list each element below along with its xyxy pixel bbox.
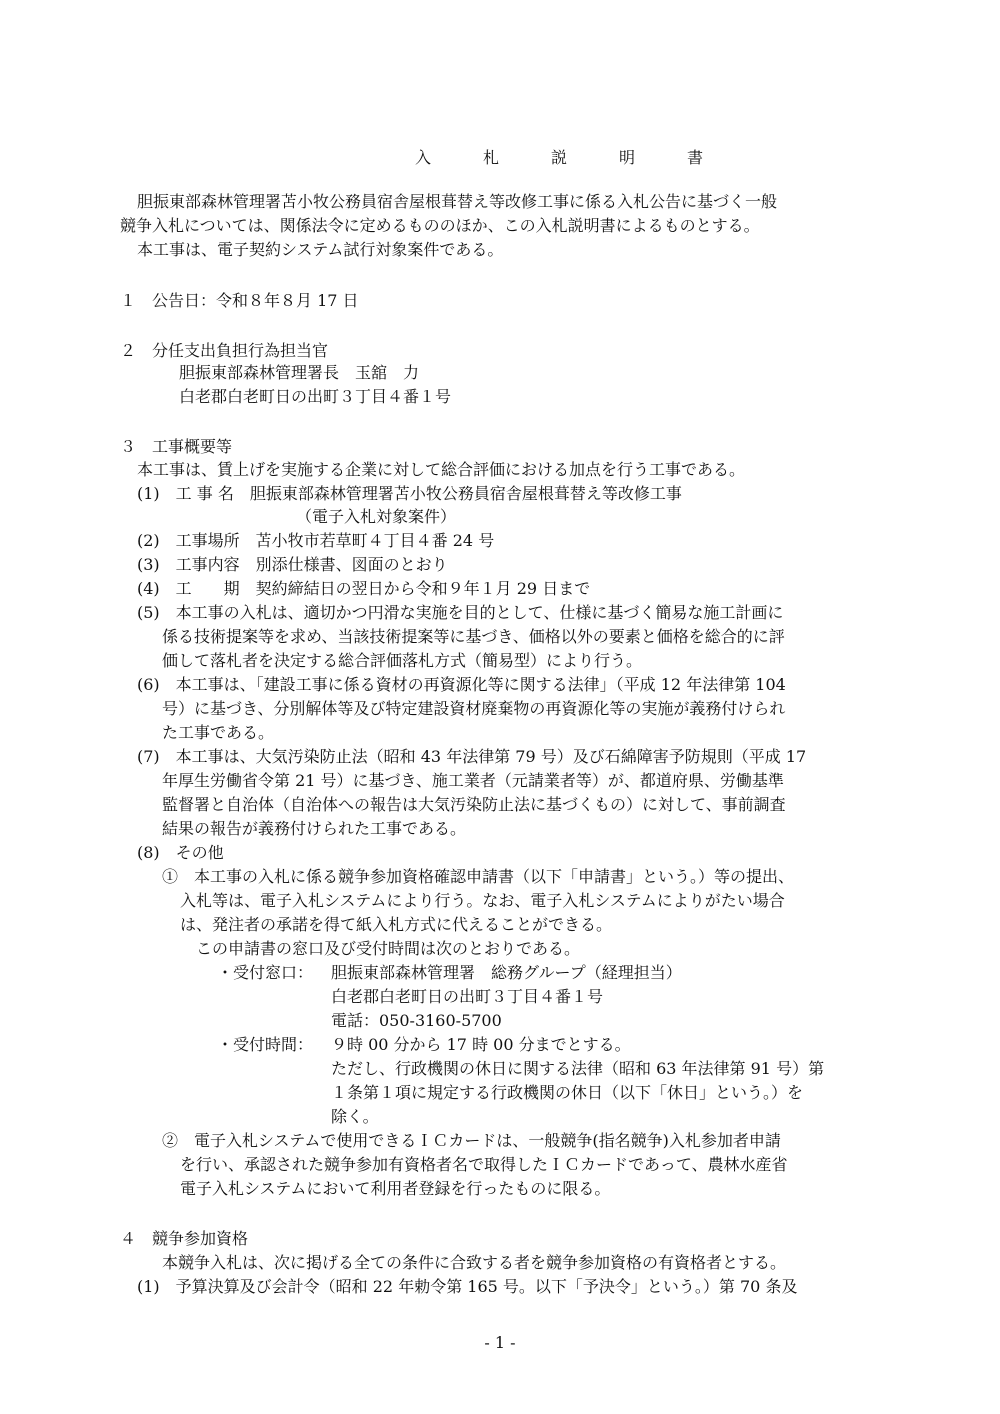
list-item: 係る技術提案等を求め、当該技術提案等に基づき、価格以外の要素と価格を総合的に評 xyxy=(162,627,785,646)
page-number: - 1 - xyxy=(484,1333,516,1352)
section-2-heading: ２ 分任支出負担行為担当官 xyxy=(120,341,329,360)
sub-item: ① 本工事の入札に係る競争参加資格確認申請書（以下「申請書」という。）等の提出、 xyxy=(162,867,795,886)
list-item: （電子入札対象案件） xyxy=(296,507,457,526)
section-4-lead: 本競争入札は、次に掲げる全ての条件に合致する者を競争参加資格の有資格者とする。 xyxy=(162,1253,787,1272)
hours-text: ただし、行政機関の休日に関する法律（昭和 63 年法律第 91 号）第 xyxy=(331,1059,825,1078)
hours-text: 除く。 xyxy=(331,1107,379,1126)
list-item: た工事である。 xyxy=(162,723,275,742)
list-item: 年厚生労働省令第 21 号）に基づき、施工業者（元請業者等）が、都道府県、労働基準 xyxy=(162,771,784,790)
hours-label: ・受付時間： xyxy=(217,1035,314,1054)
sub-item: この申請書の窓口及び受付時間は次のとおりである。 xyxy=(196,939,581,958)
counter-address: 白老郡白老町日の出町３丁目４番１号 xyxy=(331,987,604,1006)
list-item: (4) 工 期 契約締結日の翌日から令和９年１月 29 日まで xyxy=(137,579,591,598)
list-item: 結果の報告が義務付けられた工事である。 xyxy=(162,819,467,838)
list-item: (1) 工 事 名 胆振東部森林管理署苫小牧公務員宿舎屋根葺替え等改修工事 xyxy=(137,484,682,503)
list-item: (1) 予算決算及び会計令（昭和 22 年勅令第 165 号。以下「予決令」という。）第 70 条及 xyxy=(137,1277,798,1296)
list-item: (8) その他 xyxy=(137,843,224,862)
section-1-heading: １ 公告日：令和８年８月 17 日 xyxy=(120,291,359,310)
official-name: 胆振東部森林管理署長 玉舘 力 xyxy=(179,363,420,382)
sub-item: ② 電子入札システムで使用できるＩＣカードは、一般競争(指名競争)入札参加者申請 xyxy=(162,1131,781,1150)
list-item: (3) 工事内容 別添仕様書、図面のとおり xyxy=(137,555,448,574)
intro-line: 競争入札については、関係法令に定めるもののほか、この入札説明書によるものとする。 xyxy=(120,216,760,235)
sub-item: を行い、承認された競争参加有資格者名で取得したＩＣカードであって、農林水産省 xyxy=(180,1155,788,1174)
section-3-heading: ３ 工事概要等 xyxy=(120,437,233,456)
list-item: 監督署と自治体（自治体への報告は大気汚染防止法に基づくもの）に対して、事前調査 xyxy=(162,795,786,814)
counter-phone: 電話：050-3160-5700 xyxy=(331,1011,502,1030)
section-3-lead: 本工事は、賃上げを実施する企業に対して総合評価における加点を行う工事である。 xyxy=(137,460,746,479)
sub-item: は、発注者の承諾を得て紙入札方式に代えることができる。 xyxy=(180,915,613,934)
list-item: 価して落札者を決定する総合評価落札方式（簡易型）により行う。 xyxy=(162,651,643,670)
intro-line: 本工事は、電子契約システム試行対象案件である。 xyxy=(137,240,504,259)
list-item: (7) 本工事は、大気汚染防止法（昭和 43 年法律第 79 号）及び石綿障害予防規則（平成 17 xyxy=(137,747,807,766)
intro-line: 胆振東部森林管理署苫小牧公務員宿舎屋根葺替え等改修工事に係る入札公告に基づく一般 xyxy=(137,192,778,211)
official-address: 白老郡白老町日の出町３丁目４番１号 xyxy=(179,387,452,406)
list-item: (5) 本工事の入札は、適切かつ円滑な実施を目的として、仕様に基づく簡易な施工計画に xyxy=(137,603,784,622)
section-4-heading: ４ 競争参加資格 xyxy=(120,1229,249,1248)
sub-item: 電子入札システムにおいて利用者登録を行ったものに限る。 xyxy=(180,1179,611,1198)
hours-text: ９時 00 分から 17 時 00 分までとする。 xyxy=(331,1035,631,1054)
sub-item: 入札等は、電子入札システムにより行う。なお、電子入札システムによりがたい場合 xyxy=(180,891,785,910)
counter-name: 胆振東部森林管理署 総務グループ（経理担当） xyxy=(331,963,682,982)
list-item: (6) 本工事は、「建設工事に係る資材の再資源化等に関する法律」（平成 12 年法律第 104 xyxy=(137,675,786,694)
counter-label: ・受付窓口： xyxy=(217,963,314,982)
list-item: 号）に基づき、分別解体等及び特定建設資材廃棄物の再資源化等の実施が義務付けられ xyxy=(162,699,786,718)
list-item: (2) 工事場所 苫小牧市若草町４丁目４番 24 号 xyxy=(137,531,495,550)
document-title: 入 札 説 明 書 xyxy=(415,148,722,167)
hours-text: １条第１項に規定する行政機関の休日（以下「休日」という。）を xyxy=(331,1083,804,1102)
